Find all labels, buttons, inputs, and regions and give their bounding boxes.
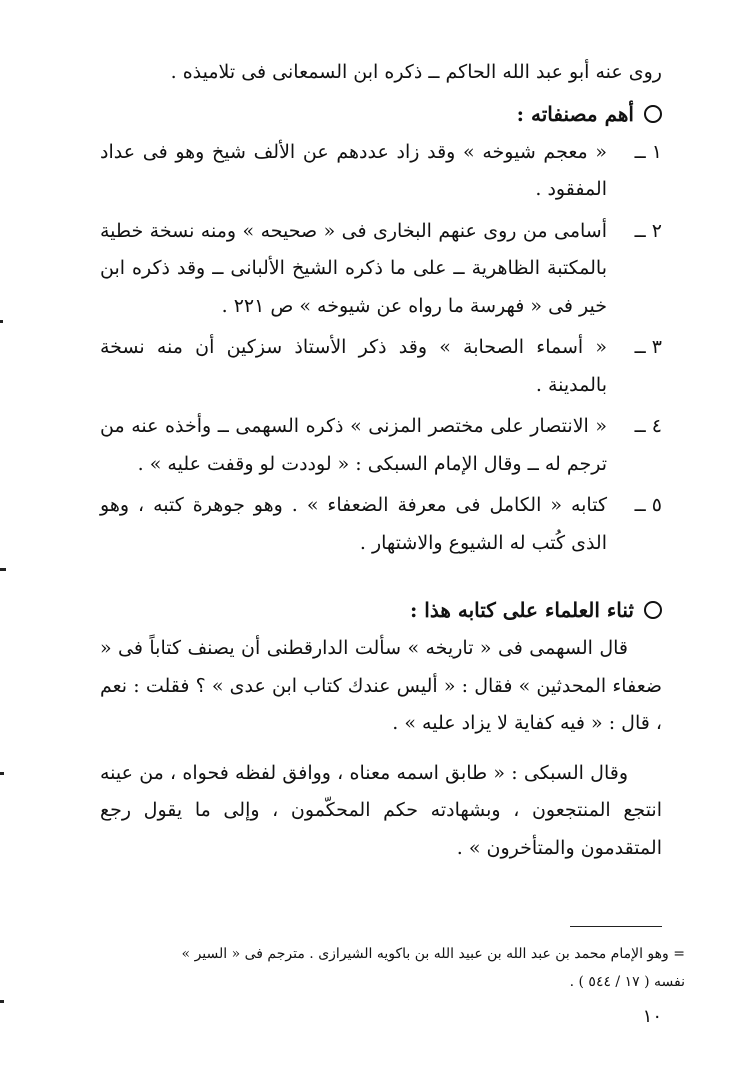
- section-heading-praise: [100, 590, 662, 630]
- list-item-text: « أسماء الصحابة » وقد ذكر الأستاذ سزكين أن منه نسخة بالمدينة .: [100, 336, 607, 396]
- section-heading-works: [100, 94, 662, 134]
- list-item-text: « الانتصار على مختصر المزنى » ذكره السهمى ــ وأخذه عنه من ترجم له ــ وقال الإمام السبكى : « لوددت لو وقفت عليه » .: [100, 415, 607, 475]
- list-item-number: ٤ ــ: [634, 415, 662, 437]
- list-item-text: كتابه « الكامل فى معرفة الضعفاء » . وهو جوهرة كتبه ، وهو الذى كُتب له الشيوع والاشتهار .: [100, 494, 607, 554]
- scan-margin-mark: [0, 772, 4, 775]
- list-item-number: ٥ ــ: [634, 494, 662, 516]
- page-number: ١٠: [642, 1006, 662, 1027]
- section-heading-praise-text: ثناء العلماء على كتابه هذا :: [409, 598, 634, 622]
- footnote: [100, 940, 685, 996]
- scan-margin-mark: [0, 320, 3, 323]
- main-text-column: [100, 48, 662, 867]
- list-item-number: ١ ــ: [634, 140, 662, 163]
- list-item-text: « معجم شيوخه » وقد زاد عددهم عن الألف شيخ وهو فى عداد المفقود .: [100, 140, 607, 200]
- praise-paragraph-1: قال السهمى فى « تاريخه » سألت الدارقطنى أن يصنف كتاباً فى « ضعفاء المحدثين » فقال : « أليس عندك كتاب ابن عدى » ؟ فقلت : نعم ، قال : « فيه كفاية لا يزاد عليه » .: [100, 637, 662, 734]
- list-item-number: ٣ ــ: [634, 336, 662, 358]
- circle-bullet-icon: [644, 105, 662, 123]
- praise-paragraph-2: وقال السبكى : « طابق اسمه معناه ، ووافق لفظه فحواه ، من عينه انتجع المنتجعون ، وبشهادته حكم المحكّمون ، وإلى ما يقول رجع المتقدمون والمتأخرون » .: [100, 761, 662, 859]
- footnote-separator: [570, 926, 662, 927]
- list-item: [100, 134, 662, 209]
- list-item-text: أسامى من روى عنهم البخارى فى « صحيحه » ومنه نسخة خطية بالمكتبة الظاهرية ــ على ما ذكره الشيخ الألبانى ــ وقد ذكره ابن خير فى « فهرسة ما رواه عن شيوخه » ص ٢٢١ .: [100, 219, 607, 317]
- list-item: [100, 329, 662, 404]
- list-item: [100, 487, 662, 562]
- list-item: [100, 213, 662, 326]
- circle-bullet-icon: [644, 601, 662, 619]
- intro-line: روى عنه أبو عبد الله الحاكم ــ ذكره ابن السمعانى فى تلاميذه .: [170, 61, 662, 83]
- scan-margin-mark: [0, 1000, 4, 1003]
- list-item-number: ٢ ــ: [634, 219, 662, 242]
- footnote-line-2: نفسه ( ١٧ / ٥٤٤ ) .: [569, 974, 685, 990]
- footnote-line-1: = وهو الإمام محمد بن عبد الله بن عبيد الله بن باكويه الشيرازى . مترجم فى « السير »: [181, 946, 685, 962]
- section-heading-works-text: أهم مصنفاته :: [516, 101, 634, 126]
- list-item: [100, 408, 662, 483]
- scan-margin-mark: [0, 568, 6, 571]
